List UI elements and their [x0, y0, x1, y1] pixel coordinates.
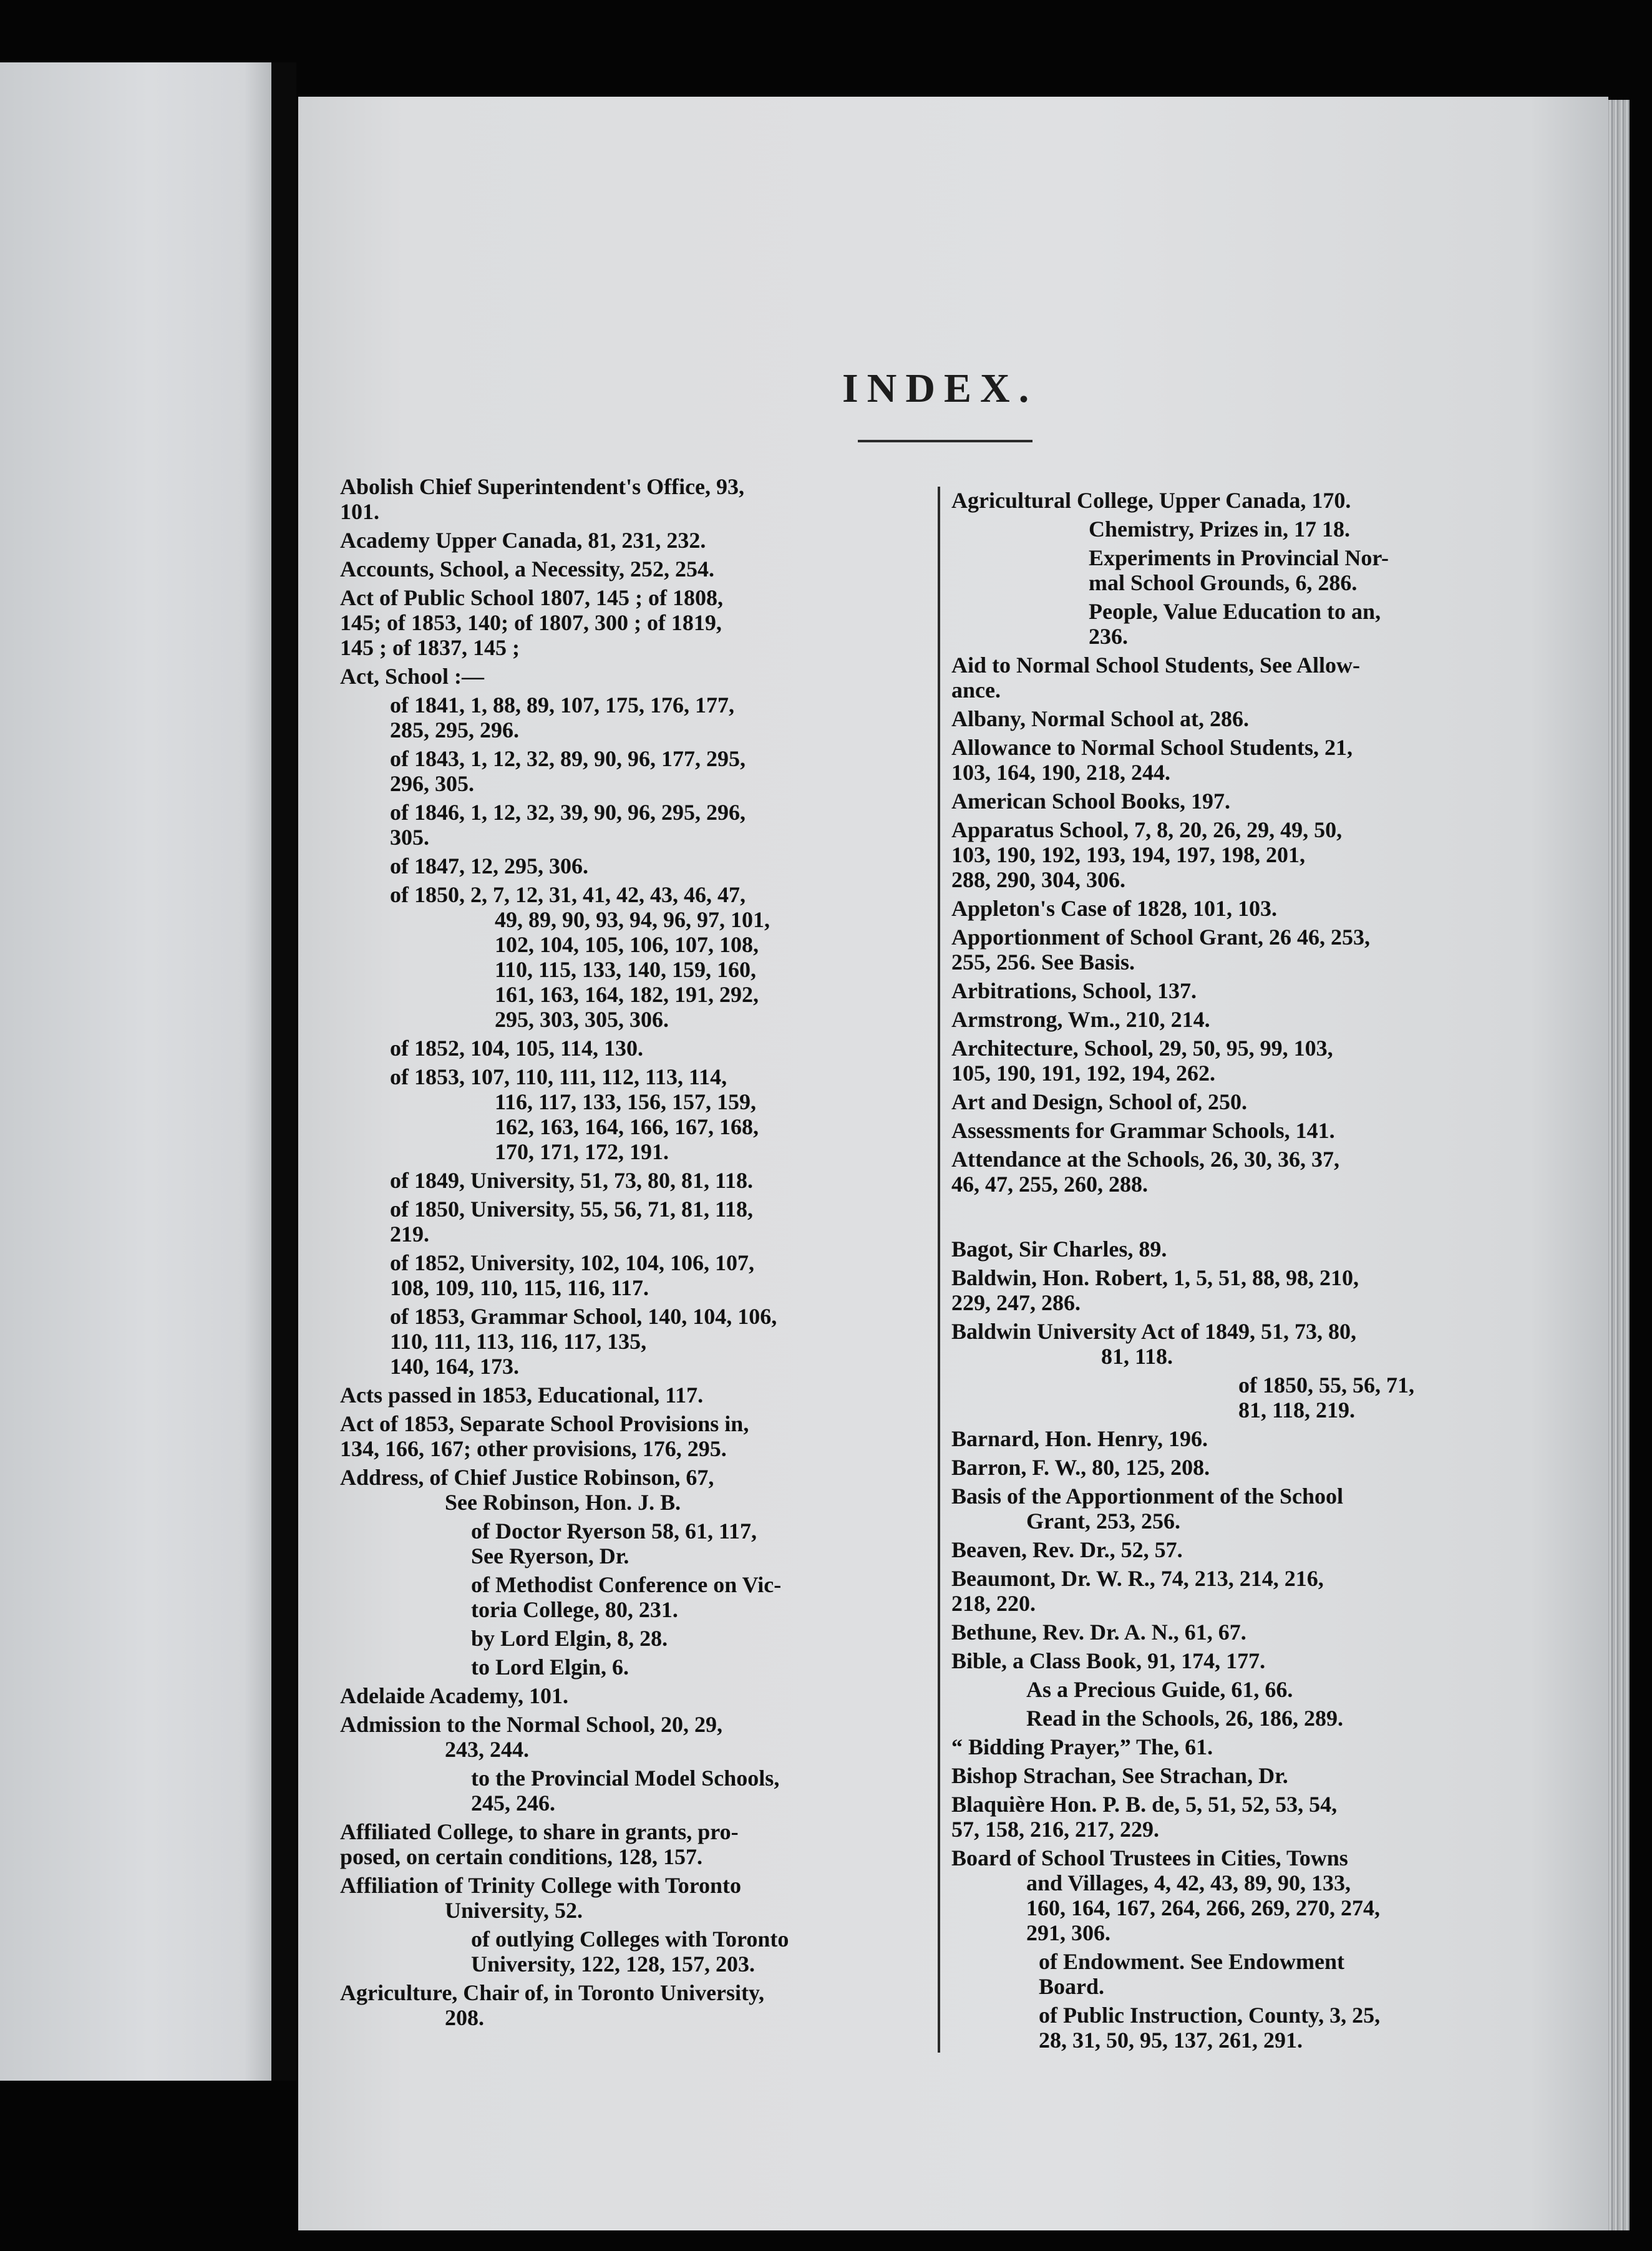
index-entry-line: See Ryerson, Dr.: [471, 1544, 629, 1568]
index-entry-line: Appleton's Case of 1828, 101, 103.: [951, 896, 1278, 921]
index-entry-line: Basis of the Apportionment of the School: [951, 1484, 1344, 1509]
index-entry: [1026, 1677, 1494, 1702]
index-entry-line: of 1847, 12, 295, 306.: [390, 853, 588, 878]
index-entry-line: Affiliation of Trinity College with Toronto: [340, 1873, 742, 1898]
index-entry-line: mal School Grounds, 6, 286.: [1089, 570, 1358, 595]
index-entry: [951, 488, 1494, 513]
index-entry-line: 103, 164, 190, 218, 244.: [951, 760, 1170, 785]
index-entry: [471, 1626, 923, 1651]
index-entry-line: 291, 306.: [1026, 1920, 1110, 1945]
index-entry-line: of Endowment. See Endowment: [1039, 1949, 1345, 1974]
index-entry: [340, 474, 923, 524]
index-entry-line: of 1853, Grammar School, 140, 104, 106,: [390, 1304, 777, 1329]
index-entry-line: of 1850, University, 55, 56, 71, 81, 118,: [390, 1197, 753, 1222]
index-entry: [340, 1683, 923, 1708]
index-entry-line: of 1852, University, 102, 104, 106, 107,: [390, 1250, 754, 1275]
index-entry: [390, 1168, 923, 1193]
index-entry-line: 110, 115, 133, 140, 159, 160,: [495, 957, 757, 982]
index-entry-line: Barron, F. W., 80, 125, 208.: [951, 1455, 1210, 1480]
index-entry: [951, 735, 1494, 785]
index-entry-line: Armstrong, Wm., 210, 214.: [951, 1007, 1210, 1032]
index-entry: [390, 800, 923, 850]
index-entry-line: Affiliated College, to share in grants, pro-: [340, 1819, 739, 1844]
index-entry-line: 162, 163, 164, 166, 167, 168,: [495, 1114, 759, 1139]
index-entry: [340, 1383, 923, 1407]
index-entry: [951, 653, 1494, 703]
index-entry: [951, 1265, 1494, 1315]
index-entry-line: 145 ; of 1837, 145 ;: [340, 635, 520, 660]
index-entry: [951, 1237, 1494, 1262]
index-entry-line: 160, 164, 167, 264, 266, 269, 270, 274,: [1026, 1895, 1380, 1920]
index-entry-line: 103, 190, 192, 193, 194, 197, 198, 201,: [951, 842, 1305, 867]
index-entry-line: Barnard, Hon. Henry, 196.: [951, 1426, 1208, 1451]
index-entry-line: of 1850, 55, 56, 71,: [1238, 1373, 1414, 1398]
index-entry: [1238, 1373, 1494, 1422]
index-entry-line: 101.: [340, 499, 379, 524]
section-gap: [951, 1200, 1494, 1237]
index-entry-line: Architecture, School, 29, 50, 95, 99, 103,: [951, 1036, 1333, 1061]
index-entry: [951, 1455, 1494, 1480]
index-entry: [1026, 1706, 1494, 1731]
index-entry-line: 245, 246.: [471, 1791, 555, 1816]
index-entry-line: Accounts, School, a Necessity, 252, 254.: [340, 557, 714, 581]
index-entry-line: Agricultural College, Upper Canada, 170.: [951, 488, 1351, 513]
index-entry: [951, 1763, 1494, 1788]
index-entry: [951, 706, 1494, 731]
index-entry: [951, 1319, 1494, 1369]
index-entry: [951, 1620, 1494, 1645]
index-entry-line: Beaumont, Dr. W. R., 74, 213, 214, 216,: [951, 1566, 1324, 1591]
index-entry: [390, 1250, 923, 1300]
index-entry-line: 236.: [1089, 624, 1128, 649]
index-entry-line: 49, 89, 90, 93, 94, 96, 97, 101,: [495, 907, 770, 932]
index-entry-line: University, 52.: [445, 1898, 583, 1923]
index-entry: [951, 1426, 1494, 1451]
index-entry-line: 285, 295, 296.: [390, 717, 519, 742]
index-entry-line: As a Precious Guide, 61, 66.: [1026, 1677, 1293, 1702]
index-entry: [951, 1537, 1494, 1562]
index-entry: [340, 557, 923, 581]
index-entry-line: 108, 109, 110, 115, 116, 117.: [390, 1275, 649, 1300]
index-entry-line: Adelaide Academy, 101.: [340, 1683, 568, 1708]
index-entry-line: Academy Upper Canada, 81, 231, 232.: [340, 528, 706, 553]
index-entry-line: 305.: [390, 825, 429, 850]
index-entry: [340, 1819, 923, 1869]
index-entry-line: 46, 47, 255, 260, 288.: [951, 1172, 1148, 1197]
index-entry: [951, 978, 1494, 1003]
index-entry-line: 116, 117, 133, 156, 157, 159,: [495, 1089, 757, 1114]
index-entry-line: 243, 244.: [445, 1737, 529, 1762]
index-entry-line: People, Value Education to an,: [1089, 599, 1381, 624]
index-entry-line: Bishop Strachan, See Strachan, Dr.: [951, 1763, 1288, 1788]
index-entry-line: Bible, a Class Book, 91, 174, 177.: [951, 1648, 1266, 1673]
index-entry-line: of outlying Colleges with Toronto: [471, 1927, 789, 1952]
page-title: INDEX.: [842, 366, 1038, 411]
index-entry: [390, 1064, 923, 1164]
index-entry-line: Assessments for Grammar Schools, 141.: [951, 1118, 1335, 1143]
index-entry-line: Chemistry, Prizes in, 17 18.: [1089, 517, 1350, 542]
index-entry: [471, 1927, 923, 1976]
index-entry: [390, 1197, 923, 1247]
index-entry-line: 295, 303, 305, 306.: [495, 1007, 669, 1032]
index-entry-line: of 1849, University, 51, 73, 80, 81, 118.: [390, 1168, 753, 1193]
index-entry: [390, 882, 923, 1032]
index-entry-line: Address, of Chief Justice Robinson, 67,: [340, 1465, 714, 1490]
index-entry: [340, 1873, 923, 1923]
index-entry-line: See Robinson, Hon. J. B.: [445, 1490, 681, 1515]
index-entry: [340, 1712, 923, 1762]
index-entry-line: 161, 163, 164, 182, 191, 292,: [495, 982, 759, 1007]
index-entry-line: 57, 158, 216, 217, 229.: [951, 1817, 1159, 1842]
index-entry-line: 288, 290, 304, 306.: [951, 867, 1125, 892]
index-entry-line: Acts passed in 1853, Educational, 117.: [340, 1383, 704, 1407]
index-column-left: [340, 474, 923, 2034]
index-entry: [951, 1566, 1494, 1616]
index-entry: [1089, 545, 1494, 595]
index-entry-line: Baldwin, Hon. Robert, 1, 5, 51, 88, 98, 210,: [951, 1265, 1359, 1290]
index-entry: [340, 1465, 923, 1515]
index-entry-line: of 1846, 1, 12, 32, 39, 90, 96, 295, 296,: [390, 800, 746, 825]
index-entry-line: ance.: [951, 678, 1001, 703]
index-column-right: [951, 488, 1494, 2056]
index-entry-line: Apparatus School, 7, 8, 20, 26, 29, 49, 50,: [951, 817, 1343, 842]
index-entry-line: of Methodist Conference on Vic-: [471, 1572, 782, 1597]
index-entry: [1089, 517, 1494, 542]
index-entry: [951, 1734, 1494, 1759]
index-entry-line: American School Books, 197.: [951, 789, 1231, 814]
index-entry-line: Apportionment of School Grant, 26 46, 253,: [951, 925, 1371, 950]
index-entry-line: Attendance at the Schools, 26, 30, 36, 37,: [951, 1147, 1339, 1172]
index-entry-line: Grant, 253, 256.: [1026, 1509, 1180, 1534]
index-entry-line: 145; of 1853, 140; of 1807, 300 ; of 1819,: [340, 610, 722, 635]
index-entry: [340, 585, 923, 660]
index-entry: [1039, 2003, 1494, 2053]
index-entry: [471, 1655, 923, 1680]
index-entry-line: Abolish Chief Superintendent's Office, 93,: [340, 474, 745, 499]
index-entry: [340, 1980, 923, 2030]
index-entry-line: of 1850, 2, 7, 12, 31, 41, 42, 43, 46, 47,: [390, 882, 746, 907]
index-entry: [951, 1648, 1494, 1673]
index-entry-line: and Villages, 4, 42, 43, 89, 90, 133,: [1026, 1870, 1351, 1895]
index-entry: [390, 746, 923, 796]
index-entry-line: 170, 171, 172, 191.: [495, 1139, 669, 1164]
index-entry-line: Arbitrations, School, 137.: [951, 978, 1197, 1003]
index-entry-line: 110, 111, 113, 116, 117, 135,: [390, 1329, 647, 1354]
index-entry-line: 255, 256. See Basis.: [951, 950, 1135, 975]
book-spine: [271, 62, 296, 2081]
index-entry: [951, 1147, 1494, 1197]
index-entry-line: Bethune, Rev. Dr. A. N., 61, 67.: [951, 1620, 1246, 1645]
index-entry-line: Baldwin University Act of 1849, 51, 73, 80,: [951, 1319, 1357, 1344]
index-entry-line: Experiments in Provincial Nor-: [1089, 545, 1389, 570]
index-entry: [390, 1304, 923, 1379]
index-entry-line: Act, School :—: [340, 664, 484, 689]
index-entry: [951, 789, 1494, 814]
index-entry-line: 81, 118.: [1101, 1344, 1173, 1369]
index-entry-line: “ Bidding Prayer,” The, 61.: [951, 1734, 1213, 1759]
index-entry: [951, 1845, 1494, 1945]
index-entry: [951, 1118, 1494, 1143]
title-rule: [858, 440, 1032, 442]
index-entry-line: 134, 166, 167; other provisions, 176, 295.: [340, 1436, 727, 1461]
index-entry: [471, 1766, 923, 1816]
index-entry-line: 219.: [390, 1222, 429, 1247]
index-entry-line: Blaquière Hon. P. B. de, 5, 51, 52, 53, 54,: [951, 1792, 1338, 1817]
page-edge: [1608, 100, 1630, 2230]
index-entry-line: of Public Instruction, County, 3, 25,: [1039, 2003, 1381, 2028]
index-entry-line: Board of School Trustees in Cities, Towns: [951, 1845, 1348, 1870]
index-entry: [951, 1792, 1494, 1842]
index-entry: [1089, 599, 1494, 649]
index-entry-line: Admission to the Normal School, 20, 29,: [340, 1712, 723, 1737]
index-entry: [951, 896, 1494, 921]
index-entry-line: by Lord Elgin, 8, 28.: [471, 1626, 668, 1651]
index-entry-line: to the Provincial Model Schools,: [471, 1766, 780, 1791]
index-entry-line: Read in the Schools, 26, 186, 289.: [1026, 1706, 1344, 1731]
index-entry-line: Beaven, Rev. Dr., 52, 57.: [951, 1537, 1183, 1562]
index-entry: [951, 1007, 1494, 1032]
index-entry-line: Act of Public School 1807, 145 ; of 1808,: [340, 585, 723, 610]
index-entry: [951, 1036, 1494, 1086]
index-entry-line: of Doctor Ryerson 58, 61, 117,: [471, 1519, 757, 1544]
index-entry-line: Act of 1853, Separate School Provisions in,: [340, 1411, 749, 1436]
index-entry: [951, 925, 1494, 975]
column-divider: [938, 487, 940, 2053]
index-entry-line: 229, 247, 286.: [951, 1290, 1081, 1315]
index-entry: [471, 1519, 923, 1568]
index-entry-line: of 1843, 1, 12, 32, 89, 90, 96, 177, 295,: [390, 746, 746, 771]
index-entry-line: Albany, Normal School at, 286.: [951, 706, 1250, 731]
index-entry-line: Bagot, Sir Charles, 89.: [951, 1237, 1167, 1262]
index-entry-line: 28, 31, 50, 95, 137, 261, 291.: [1039, 2028, 1303, 2053]
index-entry: [340, 664, 923, 689]
index-entry-line: Art and Design, School of, 250.: [951, 1089, 1248, 1114]
index-entry: [340, 1411, 923, 1461]
index-entry: [471, 1572, 923, 1622]
index-entry-line: Board.: [1039, 1974, 1105, 1999]
index-entry-line: Agriculture, Chair of, in Toronto University,: [340, 1980, 765, 2005]
index-entry-line: Allowance to Normal School Students, 21,: [951, 735, 1353, 760]
index-entry: [1039, 1949, 1494, 1999]
index-entry-line: of 1852, 104, 105, 114, 130.: [390, 1036, 644, 1061]
index-entry-line: University, 122, 128, 157, 203.: [471, 1952, 755, 1976]
index-entry-line: 81, 118, 219.: [1238, 1398, 1356, 1422]
index-entry-line: posed, on certain conditions, 128, 157.: [340, 1844, 703, 1869]
index-entry-line: toria College, 80, 231.: [471, 1597, 678, 1622]
left-page-margin: [0, 62, 271, 2081]
index-entry-line: 105, 190, 191, 192, 194, 262.: [951, 1061, 1215, 1086]
index-entry-line: 140, 164, 173.: [390, 1354, 519, 1379]
index-entry-line: to Lord Elgin, 6.: [471, 1655, 629, 1680]
index-entry-line: 208.: [445, 2005, 484, 2030]
index-entry-line: 296, 305.: [390, 771, 474, 796]
index-entry: [390, 693, 923, 742]
index-entry-line: Aid to Normal School Students, See Allow-: [951, 653, 1361, 678]
index-entry-line: 102, 104, 105, 106, 107, 108,: [495, 932, 759, 957]
index-entry: [390, 1036, 923, 1061]
index-entry-line: of 1841, 1, 88, 89, 107, 175, 176, 177,: [390, 693, 734, 717]
index-entry: [951, 817, 1494, 892]
index-entry-line: of 1853, 107, 110, 111, 112, 113, 114,: [390, 1064, 727, 1089]
index-entry-line: 218, 220.: [951, 1591, 1036, 1616]
index-entry: [951, 1484, 1494, 1534]
index-entry: [951, 1089, 1494, 1114]
index-entry: [390, 853, 923, 878]
index-entry: [340, 528, 923, 553]
